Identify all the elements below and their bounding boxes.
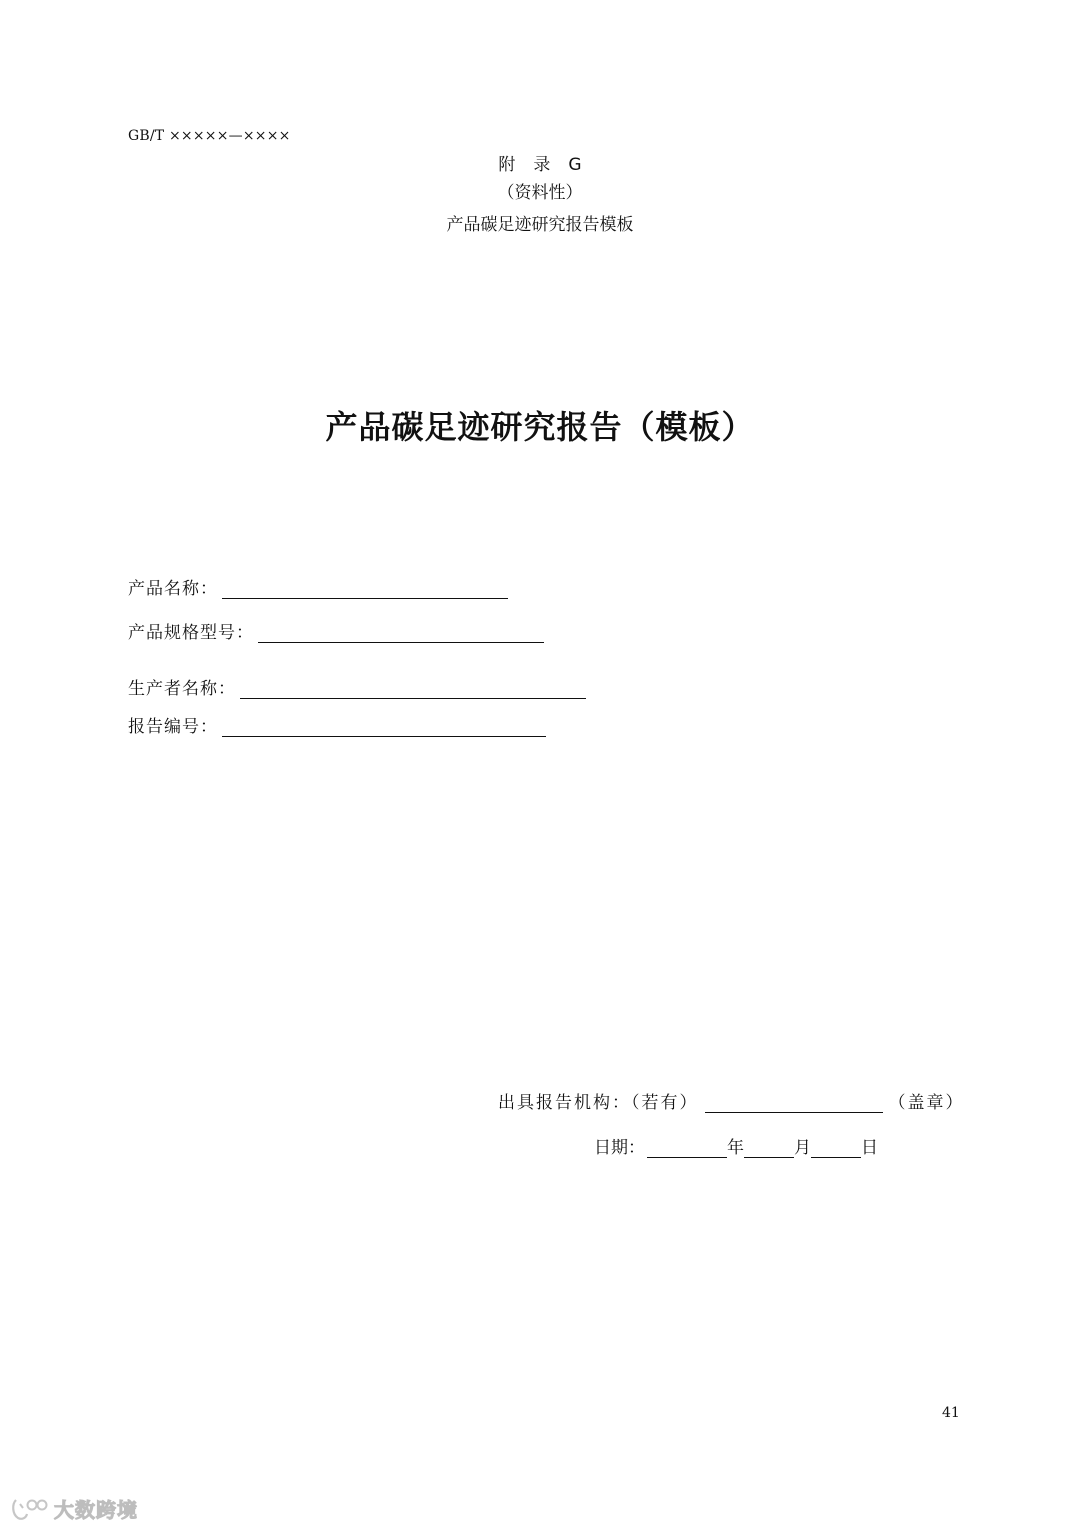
- producer-name-field: [128, 674, 586, 699]
- annex-nature: （资料性）: [497, 183, 583, 203]
- year-blank[interactable]: [647, 1137, 727, 1158]
- day-label: 日: [861, 1138, 878, 1158]
- annex-label-letter: G: [568, 155, 582, 175]
- report-title: 产品碳足迹研究报告（模板）: [325, 408, 755, 446]
- product-name-field: [128, 574, 508, 599]
- annex-label: [0, 150, 1080, 175]
- issuer-field: [498, 1088, 965, 1113]
- annex-label-word2: 录: [533, 155, 551, 175]
- page-number: 41: [942, 1405, 960, 1421]
- year-label: 年: [727, 1138, 744, 1158]
- logo-icon: [10, 1496, 50, 1522]
- report-number-label: 报告编号：: [128, 717, 218, 737]
- standard-code: GB/T ×××××—××××: [128, 128, 291, 144]
- watermark-text: 大数跨境: [54, 1498, 138, 1522]
- producer-name-label: 生产者名称：: [128, 679, 236, 699]
- date-field: [594, 1133, 878, 1158]
- issuer-label: 出具报告机构：（若有）: [498, 1093, 699, 1113]
- watermark: [10, 1494, 138, 1523]
- product-spec-field: [128, 618, 544, 643]
- product-spec-label: 产品规格型号：: [128, 623, 254, 643]
- product-spec-blank[interactable]: [258, 622, 544, 643]
- month-label: 月: [794, 1138, 811, 1158]
- product-name-blank[interactable]: [222, 578, 508, 599]
- day-blank[interactable]: [811, 1137, 861, 1158]
- report-number-blank[interactable]: [222, 716, 546, 737]
- annex-label-word1: 附: [498, 155, 516, 175]
- month-blank[interactable]: [744, 1137, 794, 1158]
- report-number-field: [128, 712, 546, 737]
- product-name-label: 产品名称：: [128, 579, 218, 599]
- producer-name-blank[interactable]: [240, 678, 586, 699]
- seal-label: （盖章）: [888, 1093, 965, 1113]
- issuer-blank[interactable]: [705, 1092, 883, 1113]
- date-label: 日期：: [594, 1138, 645, 1158]
- annex-title: 产品碳足迹研究报告模板: [446, 215, 634, 235]
